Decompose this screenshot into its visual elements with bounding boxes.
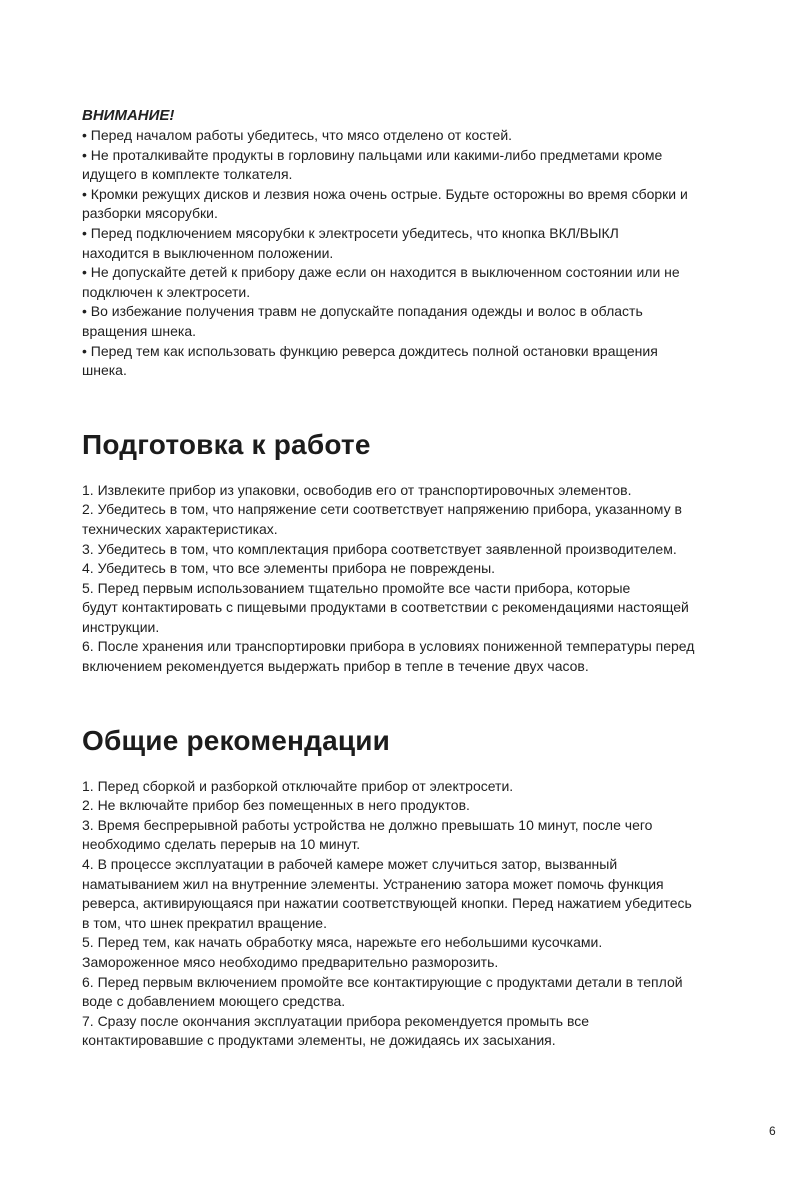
general-line: 2. Не включайте прибор без помещенных в него продуктов. [82, 797, 470, 814]
general-line: реверса, активирующаяся при нажатии соответствующей кнопки. Перед нажатием убедитесь [82, 895, 692, 912]
warning-line: • Перед началом работы убедитесь, что мясо отделено от костей. [82, 127, 513, 143]
preparation-line: включением рекомендуется выдержать прибор в тепле в течение двух часов. [82, 658, 589, 675]
warning-list [82, 126, 742, 381]
preparation-line: 4. Убедитесь в том, что все элементы прибора не повреждены. [82, 560, 496, 577]
preparation-line: 3. Убедитесь в том, что комплектация прибора соответствует заявленной производителем. [82, 540, 677, 557]
preparation-line: 6. После хранения или транспортировки прибора в условиях пониженной температуры перед [82, 638, 695, 655]
general-title: Общие рекомендации [82, 724, 391, 756]
warning-line: вращения шнека. [82, 322, 197, 339]
preparation-line: будут контактировать с пищевыми продуктами в соответствии с рекомендациями настоящей [82, 599, 689, 616]
warning-line: идущего в комплекте толкателя. [82, 166, 293, 183]
document-page [82, 106, 742, 1051]
general-line: в том, что шнек прекратил вращение. [82, 914, 327, 931]
preparation-line: технических характеристиках. [82, 520, 278, 537]
warning-line: • Перед тем как использовать функцию реверса дождитесь полной остановки вращения [82, 342, 658, 359]
preparation-line: 5. Перед первым использованием тщательно промойте все части прибора, которые [82, 579, 631, 596]
general-line: 4. В процессе эксплуатации в рабочей камере может случиться затор, вызванный [82, 856, 618, 873]
general-line: необходимо сделать перерыв на 10 минут. [82, 836, 361, 853]
warning-line: • Кромки режущих дисков и лезвия ножа очень острые. Будьте осторожны во время сборки и [82, 185, 688, 202]
preparation-line: 1. Извлеките прибор из упаковки, освободив его от транспортировочных элементов. [82, 481, 632, 498]
general-line: Замороженное мясо необходимо предварительно разморозить. [82, 954, 499, 970]
preparation-line: инструкции. [82, 618, 160, 635]
warning-line: шнека. [82, 362, 127, 379]
general-line: 5. Перед тем, как начать обработку мяса, нарежьте его небольшими кусочками. [82, 934, 603, 951]
preparation-title: Подготовка к работе [82, 428, 371, 460]
preparation-line: 2. Убедитесь в том, что напряжение сети соответствует напряжению прибора, указанному в [82, 501, 682, 518]
general-line: 7. Сразу после окончания эксплуатации прибора рекомендуется промыть все [82, 1012, 590, 1029]
warning-title: ВНИМАНИЕ! [82, 107, 175, 124]
general-list [82, 777, 742, 1051]
general-line: контактировавшие с продуктами элементы, не дожидаясь их засыхания. [82, 1032, 556, 1049]
general-line: наматыванием жил на внутренние элементы. Устранению затора может помочь функция [82, 875, 664, 892]
warning-line: • Перед подключением мясорубки к электросети убедитесь, что кнопка ВКЛ/ВЫКЛ [82, 224, 619, 241]
preparation-list [82, 481, 742, 677]
warning-line: • Не допускайте детей к прибору даже если он находится в выключенном состоянии или не [82, 264, 680, 281]
general-line: воде с добавлением моющего средства. [82, 993, 346, 1010]
warning-line: находится в выключенном положении. [82, 244, 334, 261]
general-line: 6. Перед первым включением промойте все контактирующие с продуктами детали в теплой [82, 973, 683, 990]
warning-line: • Во избежание получения травм не допускайте попадания одежды и волос в область [82, 303, 643, 320]
warning-line: подключен к электросети. [82, 283, 251, 300]
warning-line: разборки мясорубки. [82, 205, 218, 222]
page-number: 6 [769, 1124, 776, 1138]
warning-line: • Не проталкивайте продукты в горловину пальцами или какими-либо предметами кроме [82, 146, 663, 163]
general-line: 1. Перед сборкой и разборкой отключайте прибор от электросети. [82, 777, 514, 794]
general-line: 3. Время беспрерывной работы устройства не должно превышать 10 минут, после чего [82, 816, 653, 833]
